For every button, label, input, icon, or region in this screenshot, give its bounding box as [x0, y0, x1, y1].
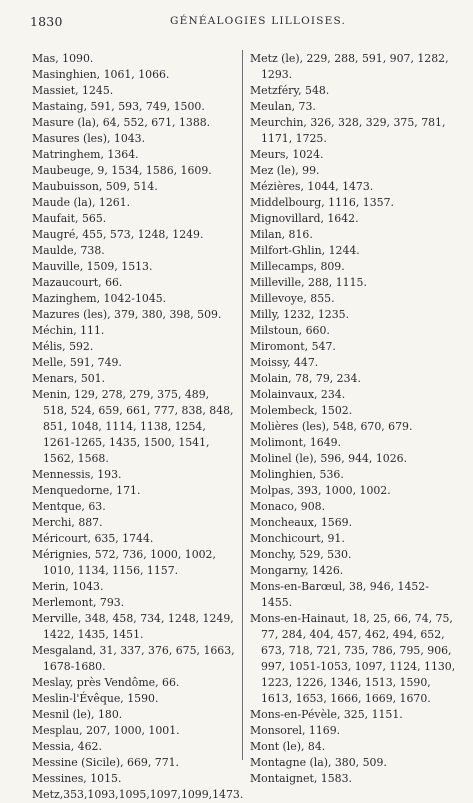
index-entry: Mignovillard, 1642.: [250, 212, 359, 225]
index-entry: Méricourt, 635, 1744.: [32, 532, 154, 545]
index-entry: Mazures (les), 379, 380, 398, 509.: [32, 308, 222, 321]
index-entry: Metzféry, 548.: [250, 84, 330, 97]
index-entry: Molainvaux, 234.: [250, 388, 346, 401]
index-entry: Monaco, 908.: [250, 500, 326, 513]
index-entry: Molembeck, 1502.: [250, 404, 353, 417]
index-entry: Maubeuge, 9, 1534, 1586, 1609.: [32, 164, 212, 177]
index-entry: Milan, 816.: [250, 228, 313, 241]
index-entry: Maulde, 738.: [32, 244, 105, 257]
index-entry: Mélis, 592.: [32, 340, 94, 353]
index-entry: Moncheaux, 1569.: [250, 516, 353, 529]
index-entry: Mennessis, 193.: [32, 468, 122, 481]
index-column-left: [32, 51, 244, 803]
index-entry: Masure (la), 64, 552, 671, 1388.: [32, 116, 211, 129]
index-entry: Metz (le), 229, 288, 591, 907, 1282, 1293.: [250, 52, 449, 81]
index-entry: Monchicourt, 91.: [250, 532, 345, 545]
index-entry: Messines, 1015.: [32, 772, 122, 785]
index-entry: Masinghien, 1061, 1066.: [32, 68, 170, 81]
index-entry: Miromont, 547.: [250, 340, 336, 353]
index-entry: Molières (les), 548, 670, 679.: [250, 420, 413, 433]
index-entry: Molain, 78, 79, 234.: [250, 372, 361, 385]
index-entry: Melle, 591, 749.: [32, 356, 122, 369]
page-number: 1830: [30, 14, 63, 29]
index-entry: Menquedorne, 171.: [32, 484, 141, 497]
column-divider: [242, 50, 243, 760]
page-header: [30, 14, 453, 32]
index-entry: Meulan, 73.: [250, 100, 316, 113]
index-entry: Montagne (la), 380, 509.: [250, 756, 387, 769]
index-entry: Messine (Sicile), 669, 771.: [32, 756, 180, 769]
index-entry: Maubuisson, 509, 514.: [32, 180, 158, 193]
index-entry: Mauville, 1509, 1513.: [32, 260, 153, 273]
index-entry: Metz,353,1093,1095,1097,1099,1473.: [32, 788, 244, 801]
index-entry: Masures (les), 1043.: [32, 132, 146, 145]
index-entry: Mons-en-Barœul, 38, 946, 1452-1455.: [250, 580, 429, 609]
index-entry: Massiet, 1245.: [32, 84, 114, 97]
index-entry: Mézières, 1044, 1473.: [250, 180, 374, 193]
index-entry: Maude (la), 1261.: [32, 196, 131, 209]
index-entry: Monsorel, 1169.: [250, 724, 341, 737]
index-entry: Milfort-Ghlin, 1244.: [250, 244, 360, 257]
index-entry: Mongarny, 1426.: [250, 564, 344, 577]
index-entry: Mas, 1090.: [32, 52, 94, 65]
index-entry: Molimont, 1649.: [250, 436, 342, 449]
index-entry: Meslin-l'Évêque, 1590.: [32, 692, 159, 705]
index-entry: Merchi, 887.: [32, 516, 103, 529]
index-entry: Molpas, 393, 1000, 1002.: [250, 484, 391, 497]
index-entry: Millecamps, 809.: [250, 260, 345, 273]
index-entry: Mez (le), 99.: [250, 164, 320, 177]
index-entry: Mons-en-Hainaut, 18, 25, 66, 74, 75, 77, 284, 404, 457, 462, 494, 652, 673, 718, 721, 735, 786, 795, 906, 997, 1051-1053, 1097, 1124, 1130, 1223, 1226, 1346, 1513, 1590, 1613, 1653, 1666, 1669, 1670.: [250, 612, 456, 705]
index-entry: Mons-en-Pévèle, 325, 1151.: [250, 708, 403, 721]
index-entry: Merlemont, 793.: [32, 596, 125, 609]
index-entry: Meurchin, 326, 328, 329, 375, 781, 1171, 1725.: [250, 116, 446, 145]
index-entry: Meurs, 1024.: [250, 148, 324, 161]
index-entry: Matringhem, 1364.: [32, 148, 139, 161]
running-title: GÉNÉALOGIES LILLOISES.: [170, 15, 347, 27]
index-entry: Milleville, 288, 1115.: [250, 276, 367, 289]
index-entry: Monchy, 529, 530.: [250, 548, 352, 561]
index-entry: Molinel (le), 596, 944, 1026.: [250, 452, 408, 465]
index-entry: Mazinghem, 1042-1045.: [32, 292, 167, 305]
index-entry: Mont (le), 84.: [250, 740, 326, 753]
index-entry: Milly, 1232, 1235.: [250, 308, 350, 321]
index-entry: Merin, 1043.: [32, 580, 104, 593]
index-entry: Messia, 462.: [32, 740, 102, 753]
index-entry: Maugré, 455, 573, 1248, 1249.: [32, 228, 204, 241]
index-entry: Meslay, près Vendôme, 66.: [32, 676, 180, 689]
index-entry: Méchin, 111.: [32, 324, 105, 337]
index-entry: Mesplau, 207, 1000, 1001.: [32, 724, 180, 737]
index-entry: Menars, 501.: [32, 372, 106, 385]
index-entry: Mérignies, 572, 736, 1000, 1002, 1010, 1134, 1156, 1157.: [32, 548, 216, 577]
index-entry: Mesgaland, 31, 337, 376, 675, 1663, 1678-1680.: [32, 644, 235, 673]
index-entry: Maufait, 565.: [32, 212, 107, 225]
index-entry: Mesnil (le), 180.: [32, 708, 123, 721]
index-entry: Millevoye, 855.: [250, 292, 335, 305]
index-entry: Middelbourg, 1116, 1357.: [250, 196, 394, 209]
index-entry: Milstoun, 660.: [250, 324, 330, 337]
index-entry: Mentque, 63.: [32, 500, 106, 513]
index-column-right: [250, 51, 456, 787]
index-entry: Mastaing, 591, 593, 749, 1500.: [32, 100, 205, 113]
index-entry: Molinghien, 536.: [250, 468, 344, 481]
index-entry: Montaignet, 1583.: [250, 772, 352, 785]
index-entry: Mazaucourt, 66.: [32, 276, 123, 289]
index-entry: Moissy, 447.: [250, 356, 319, 369]
index-entry: Menin, 129, 278, 279, 375, 489, 518, 524, 659, 661, 777, 838, 848, 851, 1048, 1114, 1138, 1254, 1261-1265, 1435, 1500, 1541, 1562, 1568.: [32, 388, 234, 465]
index-entry: Merville, 348, 458, 734, 1248, 1249, 1422, 1435, 1451.: [32, 612, 234, 641]
